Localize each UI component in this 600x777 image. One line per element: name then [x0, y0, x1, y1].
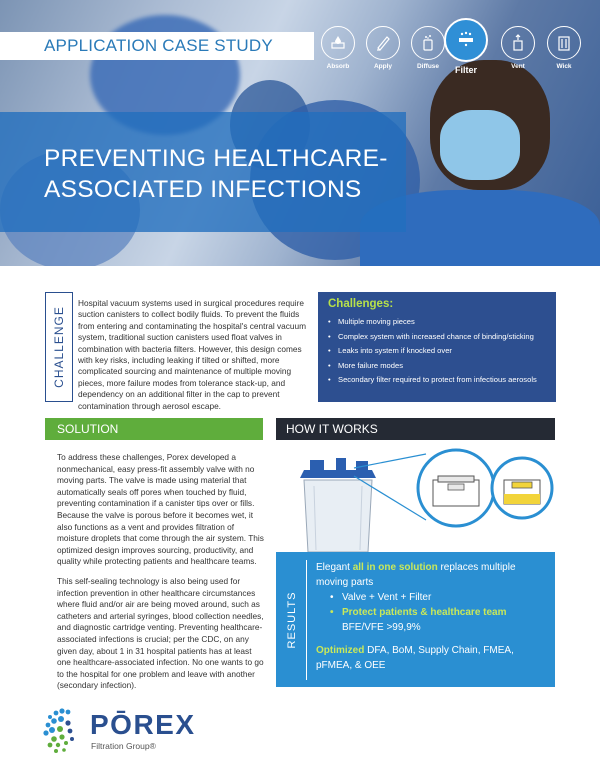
results-content — [316, 560, 548, 673]
challenge-tab-label: CHALLENGE — [52, 306, 66, 388]
challenge-tab — [45, 292, 73, 402]
diffuse-icon — [411, 26, 445, 60]
page-title: PREVENTING HEALTHCARE-ASSOCIATED INFECTIONS — [44, 145, 388, 203]
logo-mark-icon — [42, 703, 88, 759]
case-study-label: APPLICATION CASE STUDY — [0, 32, 314, 60]
results-optimized-highlight: Optimized — [316, 645, 365, 656]
results-optimized-text: DFA, BoM, Supply Chain, FMEA, pFMEA, & OEE — [316, 645, 514, 671]
hero-banner — [0, 0, 600, 266]
challenges-title: Challenges: — [328, 298, 394, 310]
how-it-works-illustration — [276, 440, 555, 552]
icon-label: Absorb — [326, 63, 350, 70]
results-intro — [316, 560, 548, 590]
apply-icon — [366, 26, 400, 60]
results-panel — [276, 552, 555, 687]
wick-icon — [547, 26, 581, 60]
challenge-description: Hospital vacuum systems used in surgical procedures require suction canisters to collect bodily fluids. To prevent the fluids from entering and contaminating the hospital's central vacuum system, traditional suction canisters used float valves in combination with bacteria filters. However, this design comes with key risks, including leaking if tilted or shifted, more complicated sourcing and maintenance of multiple moving pieces, more failure modes from tolerance stack-up, and dependency on an additional filter in the cap to prevent contamination through aerosol escape. — [78, 298, 307, 411]
results-optimized — [316, 643, 548, 673]
list-item: • More failure modes — [328, 359, 546, 374]
results-intro-text: replaces multiple moving parts — [316, 562, 516, 588]
list-item: • Valve + Vent + Filter — [330, 590, 548, 605]
how-it-works-heading: HOW IT WORKS — [276, 418, 555, 440]
challenges-list — [328, 315, 546, 388]
list-item: • Protect patients & healthcare team — [330, 605, 548, 620]
challenges-box — [318, 292, 556, 402]
solution-body — [57, 452, 265, 700]
results-tab — [282, 560, 302, 680]
results-tab-label: RESULTS — [286, 591, 298, 649]
filter-icon — [444, 18, 488, 62]
canister-diagram — [276, 440, 555, 552]
solution-heading: SOLUTION — [45, 418, 263, 440]
results-intro-text: Elegant — [316, 562, 353, 573]
icon-label: Filter — [454, 65, 477, 75]
results-list — [316, 590, 548, 620]
icon-label: Wick — [556, 63, 572, 70]
capability-filter — [442, 18, 490, 75]
logo-wordmark: PŌREX — [90, 709, 196, 740]
capability-icons — [314, 18, 600, 88]
list-item: • Leaks into system if knocked over — [328, 344, 546, 359]
hero-photo-shape — [440, 110, 520, 180]
icon-label: Apply — [373, 63, 393, 70]
porex-logo — [42, 703, 202, 759]
results-bfe: BFE/VFE >99,9% — [342, 622, 421, 633]
solution-paragraph: To address these challenges, Porex developed a nonmechanical, easy press-fit assembly valve with no moving parts. The valve is made using material that automatically seals off pores when touched by fluid, preventing contamination if a canister tips over or fills. Because the valve is porous before it becomes wet, it also functions as a vent and provides filtration of moisture droplets that come through the air system. This optimized design improves sourcing, productivity, and quality while protecting patients and healthcare teams. — [57, 452, 264, 567]
vent-icon — [501, 26, 535, 60]
results-intro-highlight: all in one solution — [352, 562, 438, 573]
capability-vent — [494, 18, 542, 70]
list-item: • Complex system with increased chance of binding/sticking — [328, 330, 546, 345]
results-divider — [306, 560, 307, 680]
list-item: • Secondary filter required to protect from infectious aerosols — [328, 373, 546, 388]
capability-apply — [359, 18, 407, 70]
solution-paragraph: This self-sealing technology is also being used for infection prevention in other healthcare circumstances where fluid and/or air are being moved around, such as catheters and arterial syringes, blood collection needles, and diagnostic cartridge venting. Preventing healthcare-associated infections is crucial; per the CDC, on any given day, about 1 in 31 hospital patients has at least one healthcare-associated infection. No one wants to go to the hospital for one problem and leave with another (secondary infection). — [57, 575, 264, 691]
absorb-icon — [321, 26, 355, 60]
capability-wick — [540, 18, 588, 70]
logo-tagline: Filtration Group® — [91, 741, 156, 751]
icon-label: Vent — [511, 63, 525, 70]
icon-label: Diffuse — [416, 63, 440, 70]
capability-absorb — [314, 18, 362, 70]
list-item: • Multiple moving pieces — [328, 315, 546, 330]
